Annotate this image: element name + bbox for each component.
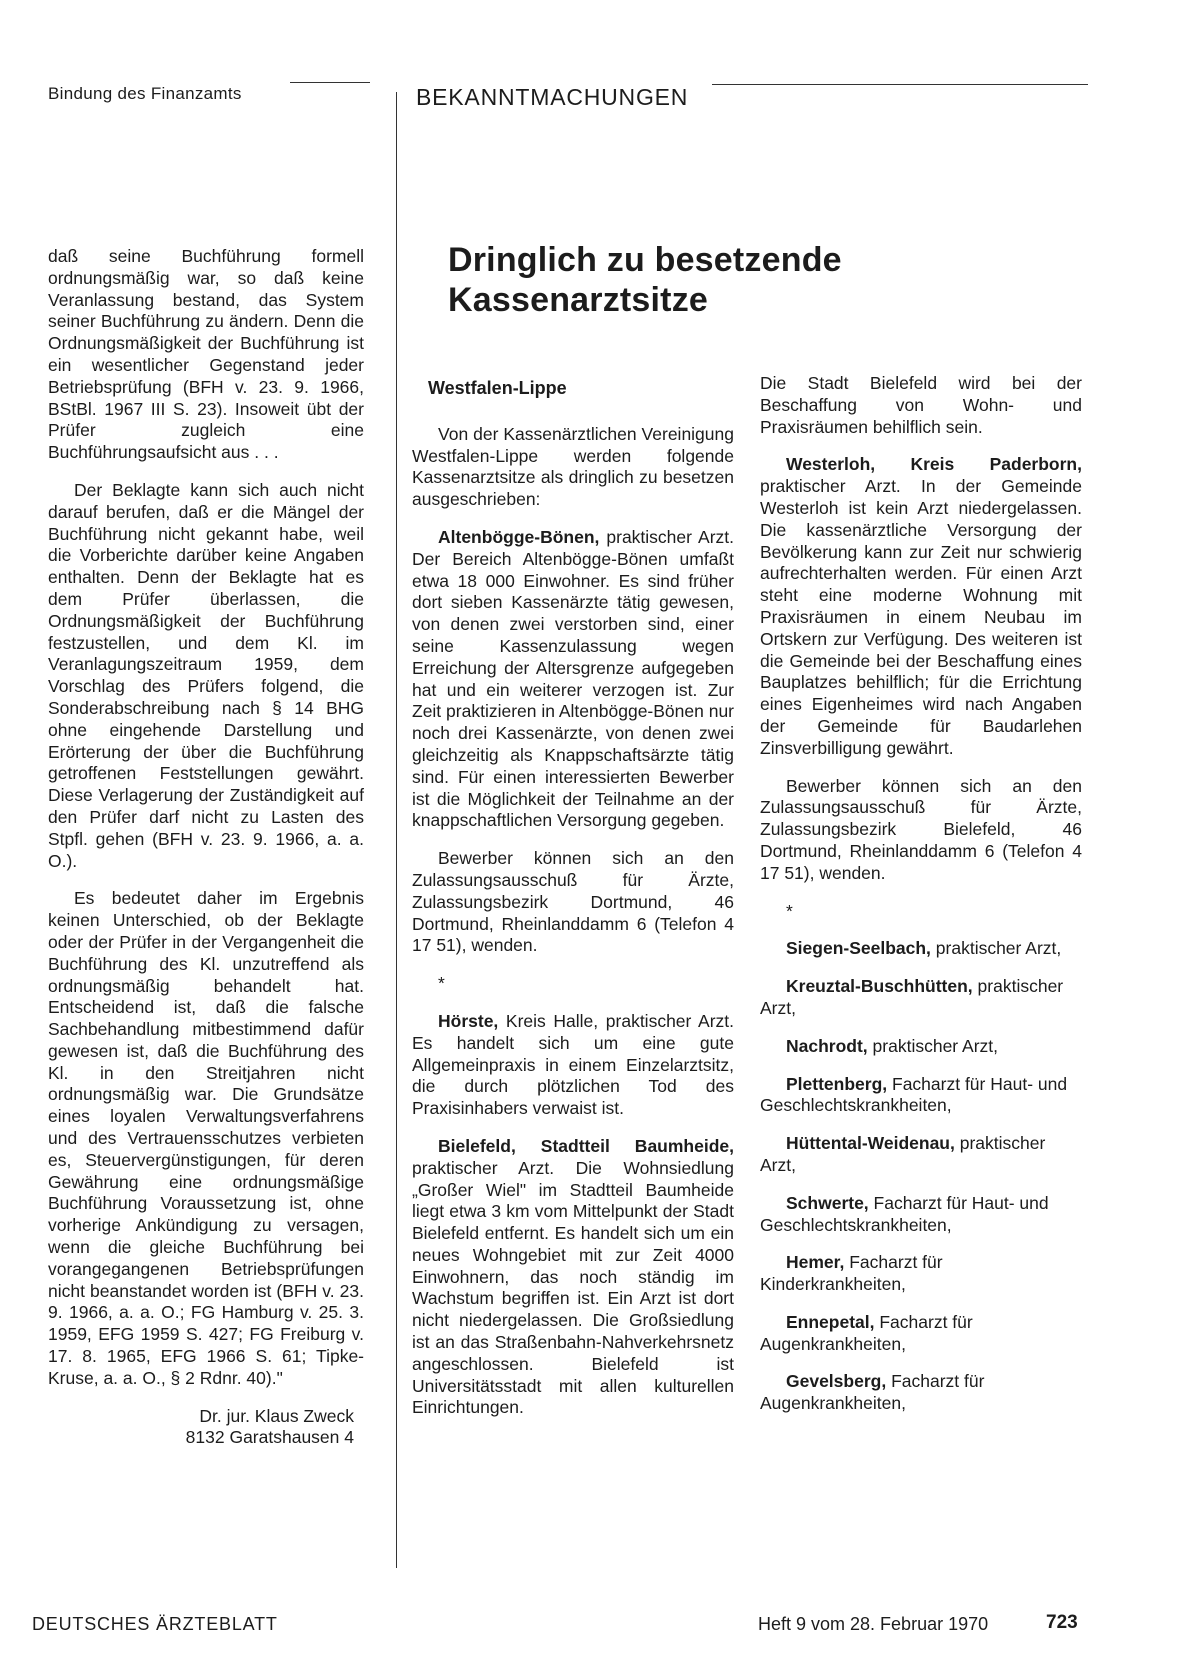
place-name: Plettenberg, [786, 1073, 888, 1094]
paragraph: Bewerber können sich an den Zulassungsausschuß für Ärzte, Zulassungsbezirk Dortmund, 46 Dortmund, Rheinlanddamm 6 (Telefon 4 17 51), wenden. [412, 848, 734, 956]
listing-entry: Nachrodt, praktischer Arzt, [786, 1035, 999, 1056]
separator-star: * [438, 973, 445, 994]
place-name: Nachrodt, [786, 1035, 868, 1056]
place-name: Kreuztal-Buschhütten, [786, 976, 973, 997]
author-name: Dr. jur. Klaus Zweck [199, 1405, 354, 1426]
listing-entry: Plettenberg, Facharzt für Haut- und Geschlechtskrankheiten, [760, 1073, 1068, 1116]
paragraph: Von der Kassenärztlichen Vereinigung Westfalen-Lippe werden folgende Kassenarztsitze als dringlich zu besetzen ausgeschrieben: [412, 423, 734, 510]
paragraph: Bewerber können sich an den Zulassungsausschuß für Ärzte, Zulassungsbezirk Bielefeld, 46 Dortmund, Rheinlanddamm 6 (Telefon 4 17 51), wenden. [760, 775, 1082, 883]
column-right [760, 373, 1082, 1431]
listing-list [760, 938, 1082, 1415]
header-rule-right [712, 84, 1088, 85]
signature [48, 1406, 364, 1450]
paragraph: Es bedeutet daher im Ergebnis keinen Unterschied, ob der Beklagte oder der Prüfer in der Vergangenheit die Buchführung des Kl. unzutreffend als ordnungsmäßig behandelt hat. Entscheidend ist, daß die falsche Sachbehandlung mitbestimmend dafür gewesen ist, daß die Buchführung des Kl. in den Streitjahren nicht ordnungsmäßig war. Die Grundsätze eines loyalen Verwaltungsverfahrens und des Vertrauensschutzes verbieten es, Steuervergünstigungen, für deren Gewährung eine ordnungsmäßige Buchführung Voraussetzung ist, ohne vorherige Ankündigung zu versagen, wenn die gleiche Buchführung bei vorangegangenen Betriebsprüfungen nicht beanstandet worden ist (BFH v. 23. 9. 1966, a. a. O.; FG Hamburg v. 25. 3. 1959, EFG 1959 S. 427; FG Freiburg v. 17. 8. 1965, EFG 1966 S. 61; Tipke-Kruse, a. a. O., § 2 Rdnr. 40)." [48, 888, 364, 1388]
listing-entry: Ennepetal, Facharzt für Augenkrankheiten, [760, 1311, 973, 1354]
listing-entry: Hörste, Kreis Halle, praktischer Arzt. Es handelt sich um eine gute Allgemeinpraxis in einem Einzelarztsitz, die durch plötzlichen Tod des Praxisinhabers verwaist ist. [412, 1010, 734, 1119]
listing-entry: Hüttental-Weidenau, praktischer Arzt, [760, 1133, 1046, 1175]
listing-entry: Bielefeld, Stadtteil Baumheide, praktischer Arzt. Die Wohnsiedlung „Großer Wiel" im Stadtteil Baumheide liegt etwa 3 km vom Mittelpunkt der Stadt Bielefeld entfernt. Es handelt sich um ein neues Wohngebiet mit zur Zeit 4000 Einwohnern, das noch ständig im Wachstum begriffen ist. Ein Arzt ist dort nicht niedergelassen. Die Großsiedlung ist an das Straßenbahn-Nahverkehrsnetz angeschlossen. Bielefeld ist Universitätsstadt mit allen kulturellen Einrichtungen. [412, 1135, 734, 1418]
separator-star: * [786, 900, 793, 921]
column-left [48, 246, 364, 1449]
article-title: Dringlich zu besetzende Kassenarztsitze [448, 241, 842, 319]
place-name: Ennepetal, [786, 1311, 875, 1332]
place-name: Bielefeld, Stadtteil Baumheide, [438, 1135, 734, 1156]
place-name: Altenbögge-Bönen, [438, 526, 600, 547]
section-head: BEKANNTMACHUNGEN [416, 84, 689, 110]
listing-entry: Gevelsberg, Facharzt für Augenkrankheiten, [760, 1371, 985, 1414]
listing-entry: Siegen-Seelbach, praktischer Arzt, [786, 938, 1062, 959]
place-name: Westerloh, Kreis Paderborn, [786, 454, 1082, 475]
listing-entry: Kreuztal-Buschhütten, praktischer Arzt, [760, 976, 1064, 1018]
place-name: Hemer, [786, 1252, 845, 1273]
listing-entry: Westerloh, Kreis Paderborn, praktischer Arzt. In der Gemeinde Westerloh ist kein Arzt niedergelassen. Die kassenärztliche Versorgung der Bevölkerung kann zur Zeit nur schwierig aufrechterhalten werden. Für einen Arzt steht eine moderne Wohnung mit Praxisräumen in einem Neubau im Ortskern zur Verfügung. Des weiteren ist die Gemeinde bei der Beschaffung eines Bauplatzes behilflich; für die Errichtung eines Eigenheimes wird nach Angaben der Gemeinde für Baudarlehen Zinsverbilligung gewährt. [760, 454, 1082, 758]
listing-entry: Altenbögge-Bönen, praktischer Arzt. Der Bereich Altenbögge-Bönen umfaßt etwa 18 000 Einwohner. Es sind früher dort sieben Kassenärzte tätig gewesen, von denen zwei verstorben sind, einer seine Kassenzulassung wegen Erreichung der Altersgrenze aufgegeben hat und ein weiterer verzogen ist. Zur Zeit praktizieren in Altenbögge-Bönen nur noch drei Kassenärzte, von denen zwei gleichzeitig als Knappschaftsärzte tätig sind. Für einen interessierten Bewerber ist die Möglichkeit der Teilnahme an der knappschaftlichen Versorgung gegeben. [412, 526, 735, 831]
place-name: Hüttental-Weidenau, [786, 1133, 955, 1154]
header-rule-left [290, 82, 370, 83]
listing-entry: Hemer, Facharzt für Kinderkrankheiten, [760, 1252, 943, 1295]
place-name: Hörste, [438, 1010, 499, 1031]
region-subhead: Westfalen-Lippe [428, 378, 567, 398]
place-name: Gevelsberg, [786, 1371, 887, 1392]
issue-info: Heft 9 vom 28. Februar 1970 [758, 1614, 989, 1634]
listing-entry: Schwerte, Facharzt für Haut- und Geschlechtskrankheiten, [760, 1192, 1049, 1235]
paragraph: daß seine Buchführung formell ordnungsmäßig war, so daß keine Veranlassung bestand, das System seiner Buchführung zu ändern. Denn die Ordnungsmäßigkeit der Buchführung ist ein wesentlicher Gegenstand jeder Betriebsprüfung (BFH v. 23. 9. 1966, BStBl. 1967 III S. 23). Insoweit übt der Prüfer zugleich eine Buchführungsaufsicht aus . . . [48, 246, 364, 463]
page-number: 723 [1046, 1612, 1078, 1633]
paragraph: Der Beklagte kann sich auch nicht darauf berufen, daß er die Mängel der Buchführung nicht gekannt habe, weil die Vorberichte darüber keine Angaben enthalten. Denn der Beklagte hat es dem Prüfer überlassen, die Ordnungsmäßigkeit der Buchführung festzustellen, und dem Kl. im Veranlagungszeitraum 1959, dem Vorschlag des Prüfers folgend, die Sonderabschreibung nach § 14 BHG ohne eingehende Darstellung und Erörterung der über die Buchführung getroffenen Feststellungen gewährt. Diese Verlagerung der Zuständigkeit auf den Prüfer darf nicht zu Lasten des Stpfl. gehen (BFH v. 23. 9. 1966, a. a. O.). [48, 479, 364, 871]
place-name: Siegen-Seelbach, [786, 938, 931, 959]
author-address: 8132 Garatshausen 4 [185, 1427, 354, 1448]
journal-name: DEUTSCHES ÄRZTEBLATT [32, 1614, 278, 1634]
place-name: Schwerte, [786, 1192, 869, 1213]
running-head-left: Bindung des Finanzamts [48, 84, 242, 103]
column-middle [412, 378, 734, 1435]
column-divider [396, 92, 397, 1568]
paragraph: Die Stadt Bielefeld wird bei der Beschaffung von Wohn- und Praxisräumen behilflich sein. [760, 373, 1082, 437]
